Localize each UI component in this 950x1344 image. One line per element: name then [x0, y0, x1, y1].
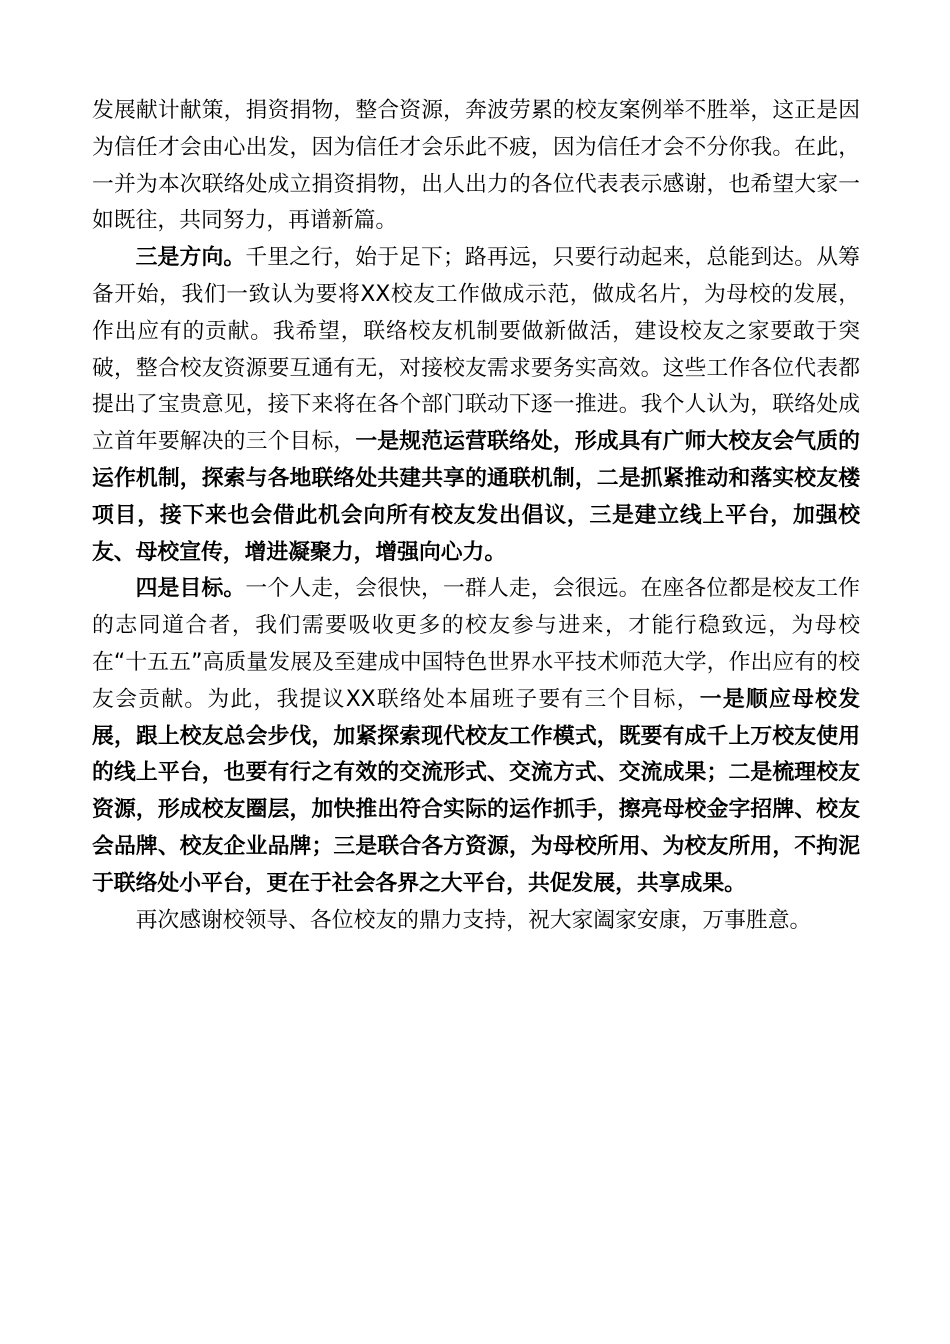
paragraph-targets	[92, 571, 860, 902]
direction-heading: 三是方向。	[135, 245, 246, 271]
document-page	[92, 93, 860, 939]
direction-body: 千里之行，始于足下；路再远，只要行动起来，总能到达。从筹备开始，我们一致认为要将XX校友工作做成示范，做成名片，为母校的发展，作出应有的贡献。我希望，联络校友机制要做新做活，建设校友之家要敢于突破，整合校友资源要互通有无，对接校友需求要务实高效。这些工作各位代表都提出了宝贵意见，接下来将在各个部门联动下逐一推进。我个人认为，联络处成立首年要解决的三个目标，	[92, 245, 860, 455]
paragraph-intro	[92, 93, 860, 240]
paragraph-intro-text: 发展献计献策，捐资捐物，整合资源，奔波劳累的校友案例举不胜举，这正是因为信任才会由心出发，因为信任才会乐此不疲，因为信任才会不分你我。在此，一并为本次联络处成立捐资捐物，出人出力的各位代表表示感谢，也希望大家一如既往，共同努力，再谱新篇。	[92, 98, 860, 234]
paragraph-direction	[92, 240, 860, 571]
direction-goals: 一是规范运营联络处，形成具有广师大校友会气质的运作机制，探索与各地联络处共建共享的通联机制，二是抓紧推动和落实校友楼项目，接下来也会借此机会向所有校友发出倡议，三是建立线上平台，加强校友、母校宣传，增进凝聚力，增强向心力。	[92, 429, 860, 565]
targets-body: 一个人走，会很快，一群人走，会很远。在座各位都是校友工作的志同道合者，我们需要吸收更多的校友参与进来，才能行稳致远，为母校在“十五五”高质量发展及至建成中国特色世界水平技术师范大学，作出应有的校友会贡献。为此，我提议XX联络处本届班子要有三个目标，	[92, 576, 860, 712]
closing-text: 再次感谢校领导、各位校友的鼎力支持，祝大家阖家安康，万事胜意。	[135, 907, 812, 933]
paragraph-closing	[92, 903, 860, 940]
targets-heading: 四是目标。	[135, 576, 246, 602]
targets-goals: 一是顺应母校发展，跟上校友总会步伐，加紧探索现代校友工作模式，既要有成千上万校友使用的线上平台，也要有行之有效的交流形式、交流方式、交流成果；二是梳理校友资源，形成校友圈层，加快推出符合实际的运作抓手，擦亮母校金字招牌、校友会品牌、校友企业品牌；三是联合各方资源，为母校所用、为校友所用，不拘泥于联络处小平台，更在于社会各界之大平台，共促发展，共享成果。	[92, 686, 860, 896]
